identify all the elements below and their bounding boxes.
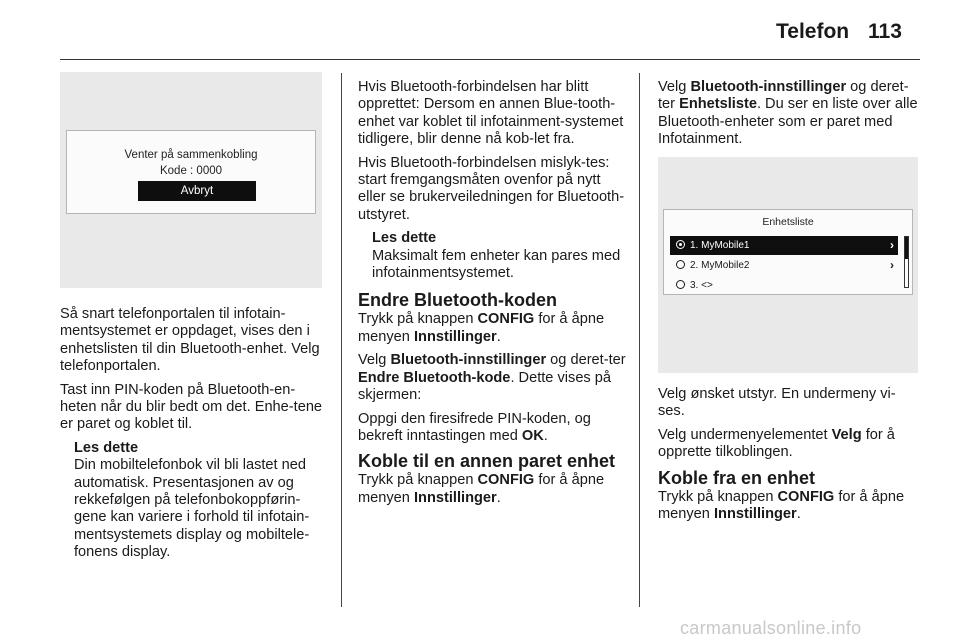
- chevron-right-icon: ›: [890, 258, 894, 272]
- col2-note-title: Les dette: [372, 230, 437, 247]
- col1-note-title: Les dette: [74, 439, 139, 456]
- col1-note: [60, 440, 330, 562]
- pairing-code-text: Kode : 0000: [159, 165, 223, 177]
- column-divider-1: [341, 73, 342, 607]
- device-list-screen-image: [658, 157, 918, 373]
- heading-disconnect-device: Koble fra en enhet: [658, 467, 816, 488]
- col2-note: [358, 230, 630, 282]
- col1-note-text: Din mobiltelefonbok vil bli lastet ned automatisk. Presentasjonen av og rekkefølgen på telefonbokoppførin-gene kan variere i forhold til infotain-mentsystemets display og mobiltele-fonens display.: [74, 457, 310, 561]
- pairing-screen-image: [60, 72, 322, 288]
- column-3-top: [658, 79, 922, 155]
- chevron-right-icon: ›: [890, 238, 894, 252]
- col2-note-text: Maksimalt fem enheter kan pares med infotainmentsystemet.: [372, 247, 621, 282]
- scrollbar: [904, 236, 909, 288]
- radio-empty-icon: [676, 260, 685, 269]
- pairing-dialog: [66, 130, 316, 214]
- col2-paragraph-6: Trykk på knappen CONFIG for å åpne menyen Innstillinger.: [358, 472, 605, 506]
- device-list-item: 1. MyMobile1 ›: [670, 236, 898, 255]
- col3-paragraph-1: Velg Bluetooth-innstillinger og deret-ter Enhetsliste. Du ser en liste over alle Bluetooth-enheter som er paret med Infotainment.: [658, 79, 918, 148]
- column-3-bottom: [658, 386, 922, 529]
- column-divider-2: [639, 73, 640, 607]
- radio-selected-icon: [676, 240, 685, 249]
- col2-paragraph-1: Hvis Bluetooth-forbindelsen har blitt opprettet: Dersom en annen Blue-tooth-enhet var koblet til infotainment-systemet tidligere, blir denne nå kob-let fra.: [358, 79, 624, 148]
- pairing-status-text: Venter på sammenkobling: [124, 149, 258, 161]
- col1-paragraph-1: Så snart telefonportalen til infotain-mentsystemet er oppdaget, vises den i enhetslisten til din Bluetooth-enhet. Velg telefonportalen.: [60, 306, 320, 375]
- col3-paragraph-4: Trykk på knappen CONFIG for å åpne menyen Innstillinger.: [658, 488, 905, 523]
- scrollbar-thumb: [905, 237, 908, 259]
- col1-paragraph-2: Tast inn PIN-koden på Bluetooth-en-heten når du blir bedt om det. Enhe-tene er paret og koblet til.: [60, 381, 323, 433]
- page-header-title: Telefon: [776, 20, 850, 43]
- watermark: carmanualsonline.info: [680, 618, 862, 638]
- col3-paragraph-2: Velg ønsket utstyr. En undermeny vi-ses.: [658, 386, 896, 420]
- device-list-dialog: [663, 209, 913, 295]
- page-number: 113: [868, 20, 902, 43]
- device-list-title: Enhetsliste: [762, 216, 814, 228]
- col2-paragraph-2: Hvis Bluetooth-forbindelsen mislyk-tes: start fremgangsmåten ovenfor på nytt eller se brukerveiledningen for Bluetooth-utstyret.: [358, 154, 625, 223]
- column-2: [358, 79, 630, 513]
- cancel-button: Avbryt: [138, 181, 256, 201]
- device-list-item: 3. <>: [670, 276, 898, 295]
- header-divider: [60, 59, 920, 60]
- device-list-item: 2. MyMobile2 ›: [670, 256, 898, 275]
- column-1: [60, 306, 330, 570]
- heading-connect-other-device: Koble til en annen paret enhet: [358, 451, 616, 472]
- heading-change-bluetooth-code: Endre Bluetooth-koden: [358, 290, 557, 311]
- col3-paragraph-3: Velg undermenyelementet Velg for å opprette tilkoblingen.: [658, 426, 895, 461]
- col2-paragraph-3: Trykk på knappen CONFIG for å åpne menyen Innstillinger.: [358, 311, 605, 345]
- col2-paragraph-4: Velg Bluetooth-innstillinger og deret-ter Endre Bluetooth-kode. Dette vises på skjermen:: [358, 352, 626, 404]
- radio-empty-icon: [676, 280, 685, 289]
- col2-paragraph-5: Oppgi den firesifrede PIN-koden, og bekreft inntastingen med OK.: [358, 410, 591, 444]
